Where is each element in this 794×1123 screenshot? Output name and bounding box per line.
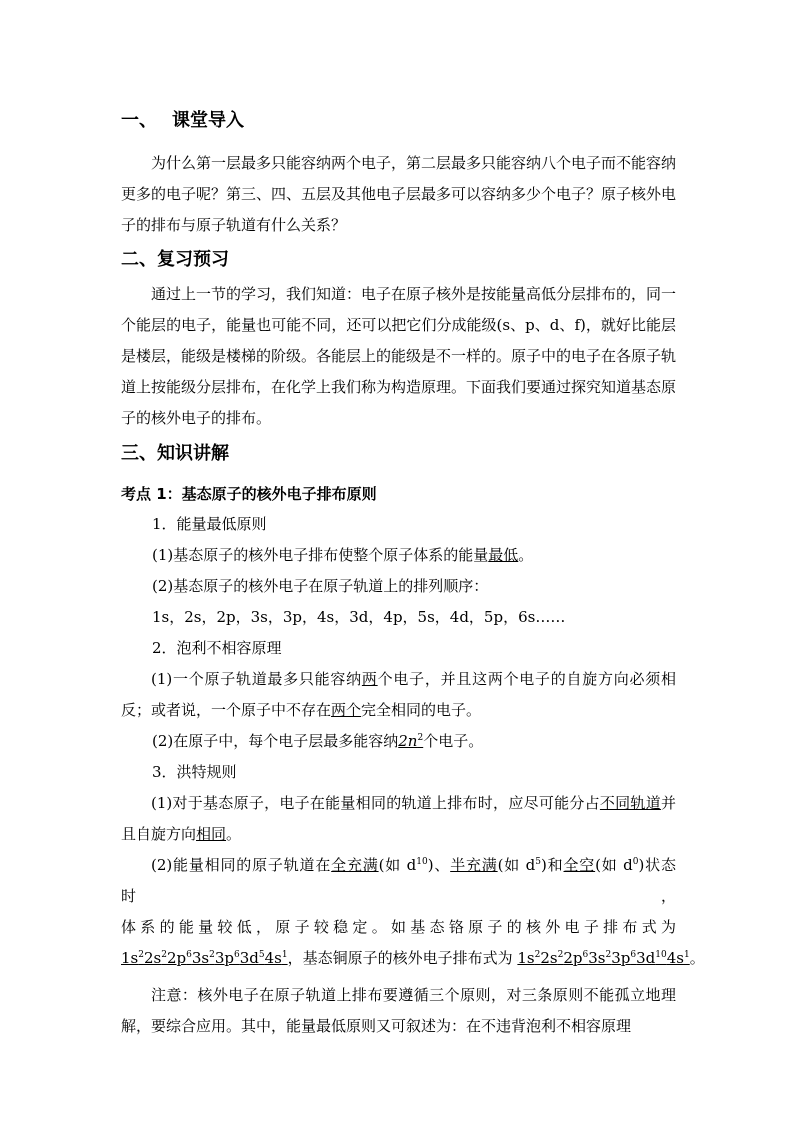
orbital-label: 2s <box>540 949 558 967</box>
orbital-label: 3d <box>636 949 656 967</box>
electron-count: 6 <box>234 950 240 960</box>
principle-3-item-2-line-3 <box>121 943 705 974</box>
kaodian-heading: 考点 1：基态原子的核外电子排布原则 <box>121 485 377 503</box>
electron-count: 1 <box>683 950 690 960</box>
orbital-label: 3s <box>191 949 210 967</box>
orbital-label: 4s <box>264 949 282 967</box>
section-heading-2: 二、复习预习 <box>121 249 229 270</box>
note-paragraph: 注意：核外电子在原子轨道上排布要遵循三个原则，对三条原则不能孤立地理解，要综合应用。其中，能量最低原则又可叙述为：在不违背泡利不相容原理 <box>121 986 676 1035</box>
text: (如 d <box>497 856 536 874</box>
orbital-label: 4s <box>666 949 684 967</box>
principle-1-title: 1．能量最低原则 <box>152 515 267 533</box>
section-title: 课堂导入 <box>172 110 244 131</box>
section-number: 一、 <box>121 110 157 131</box>
text: (1)基态原子的核外电子排布使整个原子体系的能量 <box>152 546 489 564</box>
electron-count: 2 <box>161 950 167 960</box>
orbital-order: 1s，2s，2p，3s，3p，4s，3d，4p，5s，4d，5p，6s…… <box>152 608 566 626</box>
electron-count: 10 <box>655 950 667 960</box>
underlined-answer: 两 <box>361 670 378 688</box>
underlined-answer: 不同轨道 <box>599 794 661 812</box>
superscript: 0 <box>632 857 639 867</box>
text: 个电子，并且这两个电子的自旋方向必须相反；或者说，一个原子中不存在 <box>121 670 676 719</box>
principle-3-item-2-line-1 <box>121 850 676 912</box>
superscript: 10 <box>416 857 428 867</box>
underlined-answer <box>398 732 423 750</box>
text: (2)在原子中，每个电子层最多能容纳 <box>152 732 399 750</box>
section-heading-3: 三、知识讲解 <box>121 443 229 464</box>
electron-count: 2 <box>138 950 144 960</box>
orbital-label: 3p <box>214 949 234 967</box>
orbital-label: 2s <box>143 949 162 967</box>
superscript: 5 <box>535 857 542 867</box>
text: 。 <box>518 546 534 564</box>
chromium-configuration <box>121 949 288 967</box>
document-content <box>121 100 705 1042</box>
text: 个电子。 <box>423 732 484 750</box>
text: (如 d <box>378 856 417 874</box>
principle-3-item-2-line-2: 体系的能量较低，原子较稳定。如基态铬原子的核外电子排布式为 <box>121 918 676 936</box>
text: (1)一个原子轨道最多只能容纳 <box>151 670 362 688</box>
principle-1-item-2: (2)基态原子的核外电子在原子轨道上的排列顺序： <box>152 577 489 595</box>
text: )状态时， <box>121 856 676 905</box>
electron-count: 1 <box>281 950 288 960</box>
electron-count: 6 <box>186 950 192 960</box>
orbital-label: 3d <box>239 949 259 967</box>
text: (如 d <box>595 856 633 874</box>
formula: 2n <box>398 732 418 750</box>
text: 完全相同的电子。 <box>361 701 482 719</box>
underlined-answer: 两个 <box>331 701 362 719</box>
principle-3-item-1 <box>121 788 676 850</box>
orbital-label: 1s <box>517 949 535 967</box>
text: (2)能量相同的原子轨道在 <box>151 856 332 874</box>
principle-2-title: 2．泡利不相容原理 <box>152 639 282 657</box>
underlined-answer: 相同 <box>196 825 227 843</box>
electron-count: 6 <box>630 950 637 960</box>
principle-2-item-1 <box>121 664 676 726</box>
copper-configuration <box>517 949 689 967</box>
underlined-answer: 全充满 <box>331 856 379 874</box>
electron-count: 2 <box>605 950 612 960</box>
electron-count: 5 <box>258 950 265 960</box>
review-paragraph: 通过上一节的学习，我们知道：电子在原子核外是按能量高低分层排布的，同一个能层的电子，能量也可能不同，还可以把它们分成能级(s、p、d、f)，就好比能层是楼层，能级是楼梯的阶级。各能层上的能级是不一样的。原子中的电子在各原子轨道上按能级分层排布，在化学上我们称为构造原理。下面我们要通过探究知道基态原子的核外电子的排布。 <box>121 285 677 427</box>
orbital-label: 1s <box>121 949 139 967</box>
text: )、 <box>427 856 451 874</box>
underlined-answer: 全空 <box>563 856 596 874</box>
electron-count: 2 <box>209 950 215 960</box>
orbital-label: 2p <box>166 949 187 967</box>
text: )和 <box>541 856 564 874</box>
orbital-label: 3s <box>588 949 606 967</box>
principle-2-item-2 <box>121 726 676 757</box>
text: 。 <box>226 825 242 843</box>
text: 并且自旋方向 <box>121 794 676 843</box>
underlined-answer: 半充满 <box>450 856 498 874</box>
underlined-answer: 最低 <box>488 546 519 564</box>
electron-count: 2 <box>557 950 564 960</box>
text: ，基态铜原子的核外电子排布式为 <box>287 949 518 967</box>
text: (1)对于基态原子，电子在能量相同的轨道上排布时，应尽可能分占 <box>151 794 600 812</box>
orbital-label: 3p <box>611 949 631 967</box>
principle-3-title: 3．洪特规则 <box>152 763 237 781</box>
superscript: 2 <box>417 733 424 743</box>
principle-1-item-1 <box>121 540 676 571</box>
orbital-label: 2p <box>563 949 583 967</box>
section-heading-1 <box>121 110 676 132</box>
text: 。 <box>689 949 705 967</box>
intro-paragraph: 为什么第一层最多只能容纳两个电子，第二层最多只能容纳八个电子而不能容纳更多的电子呢？第三、四、五层及其他电子层最多可以容纳多少个电子？原子核外电子的排布与原子轨道有什么关系？ <box>121 154 677 234</box>
electron-count: 2 <box>534 950 541 960</box>
electron-count: 6 <box>582 950 589 960</box>
